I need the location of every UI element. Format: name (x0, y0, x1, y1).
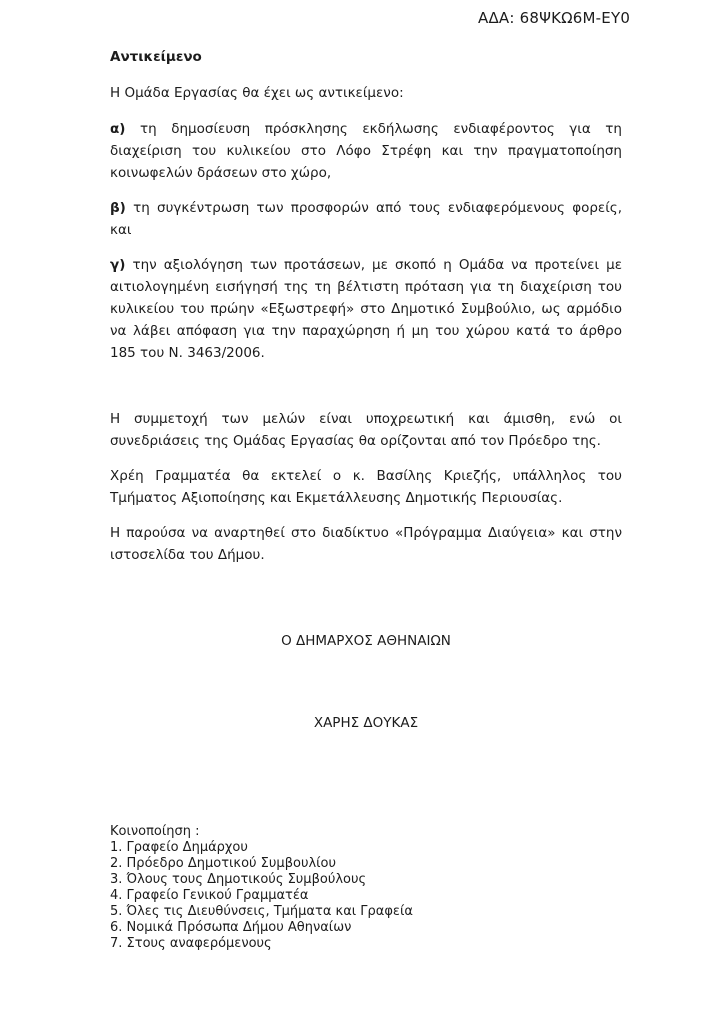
signature-name: ΧΑΡΗΣ ΔΟΥΚΑΣ (313, 715, 419, 731)
distribution-list (110, 824, 622, 952)
list-item-gamma (110, 254, 622, 364)
distribution-item: 4. Γραφείο Γενικού Γραμματέα (110, 888, 309, 903)
list-item-beta-text: τη συγκέντρωση των προσφορών από τους ενδιαφερόμενους φορείς, και (110, 200, 623, 238)
distribution-item: 6. Νομικά Πρόσωπα Δήμου Αθηναίων (110, 920, 352, 935)
list-item-beta (110, 197, 622, 241)
distribution-label: Κοινοποίηση : (110, 824, 200, 839)
distribution-item: 3. Όλους τους Δημοτικούς Συμβούλους (110, 872, 367, 887)
list-item-alpha (110, 118, 622, 184)
list-item-alpha-marker: α) (110, 121, 126, 137)
ada-code: ΑΔΑ: 68ΨΚΩ6Μ-ΕΥ0 (478, 9, 631, 27)
list-item-beta-marker: β) (110, 200, 126, 216)
intro-paragraph: Η Ομάδα Εργασίας θα έχει ως αντικείμενο: (110, 85, 404, 101)
distribution-item: 1. Γραφείο Δημάρχου (110, 840, 248, 855)
distribution-item: 7. Στους αναφερόμενους (110, 936, 272, 951)
paragraph-secretary: Χρέη Γραμματέα θα εκτελεί ο κ. Βασίλης Κριεζής, υπάλληλος του Τμήματος Αξιοποίησης και Εκμετάλλευσης Δημοτικής Περιουσίας. (110, 468, 622, 506)
distribution-item: 2. Πρόεδρο Δημοτικού Συμβουλίου (110, 856, 337, 871)
list-item-alpha-text: τη δημοσίευση πρόσκλησης εκδήλωσης ενδιαφέροντος για τη διαχείριση του κυλικείου στο Λόφο Στρέφη και την πραγματοποίηση κοινωφελών δράσεων στο χώρο, (110, 121, 622, 181)
list-item-gamma-marker: γ) (110, 257, 126, 273)
section-title: Αντικείμενο (110, 49, 202, 65)
paragraph-participation: Η συμμετοχή των μελών είναι υποχρεωτική και άμισθη, ενώ οι συνεδριάσεις της Ομάδας Εργασίας θα ορίζονται από τον Πρόεδρο της. (110, 411, 622, 449)
distribution-item: 5. Όλες τις Διευθύνσεις, Τμήματα και Γραφεία (110, 904, 413, 919)
list-item-gamma-text: την αξιολόγηση των προτάσεων, με σκοπό η Ομάδα να προτείνει με αιτιολογημένη εισήγησή της τη βέλτιστη πρόταση για τη διαχείριση του κυλικείου του πρώην «Εξωστρεφή» στο Δημοτικό Συμβούλιο, ως αρμόδιο να λάβει απόφαση για την παραχώρηση ή μη του χώρου κατά το άρθρο 185 του Ν. 3463/2006. (110, 257, 622, 361)
signature-title: Ο ΔΗΜΑΡΧΟΣ ΑΘΗΝΑΙΩΝ (281, 633, 451, 649)
document-body (110, 46, 622, 952)
paragraph-publication: Η παρούσα να αναρτηθεί στο διαδίκτυο «Πρόγραμμα Διαύγεια» και στην ιστοσελίδα του Δήμου. (110, 525, 622, 563)
